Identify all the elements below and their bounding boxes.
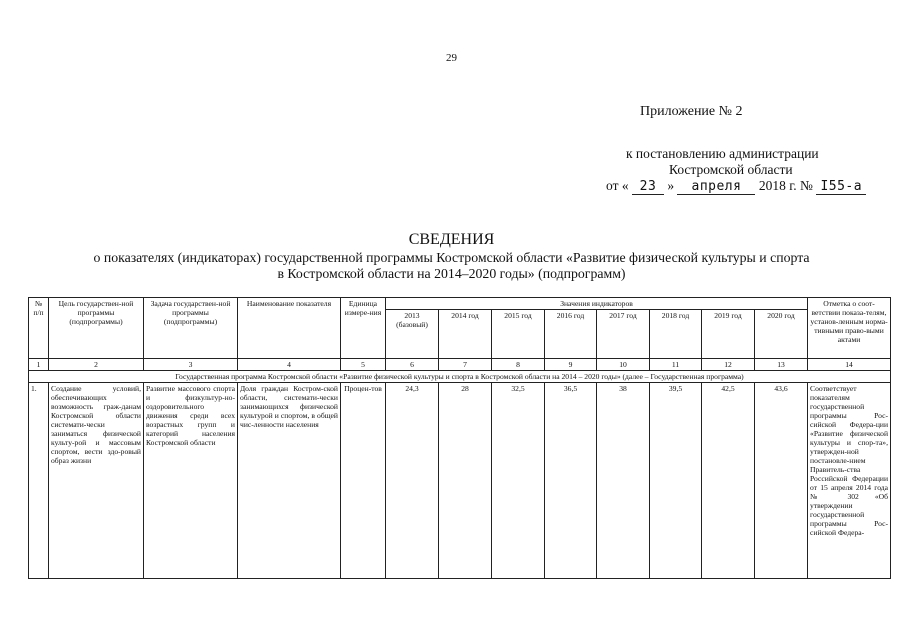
- header-year: 2018 год: [650, 310, 702, 359]
- header-task: Задача государствен-ной программы (подпрограммы): [144, 298, 238, 359]
- column-number: 7: [439, 359, 492, 371]
- column-number: 2: [49, 359, 144, 371]
- row-task: Развитие массового спорта и физкультур-но-оздоровительного движения среди всех возрастных групп и категорий населения Костромской области: [144, 383, 238, 579]
- row-unit: Процен-тов: [341, 383, 386, 579]
- column-number: 6: [386, 359, 439, 371]
- indicators-table: [28, 297, 891, 579]
- header-values-group: Значения индикаторов: [386, 298, 808, 310]
- row-goal: Создание условий, обеспечивающих возможность граж-данам Костромской области системати-чески заниматься физической культу-рой и массовым спортом, вести здо-ровый образ жизни: [49, 383, 144, 579]
- header-num: № п/п: [29, 298, 49, 359]
- section-title-row: Государственная программа Костромской области «Развитие физической культуры и спорта в Костромской области на 2014 – 2020 годы» (далее – Государственная программа): [29, 371, 891, 383]
- column-number: 1: [29, 359, 49, 371]
- column-number: 4: [238, 359, 341, 371]
- header-indicator: Наименование показателя: [238, 298, 341, 359]
- decree-number: I55-а: [816, 180, 866, 195]
- header-year: 2019 год: [702, 310, 755, 359]
- column-number: 11: [650, 359, 702, 371]
- decree-line2: Костромской области: [669, 162, 793, 177]
- appendix-label: Приложение № 2: [640, 104, 743, 119]
- header-year: 2015 год: [492, 310, 545, 359]
- column-number: 13: [755, 359, 808, 371]
- page-number: 29: [446, 52, 457, 64]
- decree-line1: к постановлению администрации: [626, 146, 819, 161]
- column-number: 10: [597, 359, 650, 371]
- decree-year: 2018 г. №: [758, 178, 813, 193]
- row-value: 36,5: [545, 383, 597, 579]
- header-year: 2020 год: [755, 310, 808, 359]
- document-title: СВЕДЕНИЯ: [408, 231, 495, 248]
- header-year: 2014 год: [439, 310, 492, 359]
- column-number: 14: [808, 359, 891, 371]
- row-value: 24,3: [386, 383, 439, 579]
- row-value: 42,5: [702, 383, 755, 579]
- row-value: 28: [439, 383, 492, 579]
- header-unit: Единица измере-ния: [341, 298, 386, 359]
- decree-date-line: [606, 178, 866, 195]
- decree-mid: »: [667, 178, 675, 193]
- column-number: 12: [702, 359, 755, 371]
- row-value: 38: [597, 383, 650, 579]
- row-value: 39,5: [650, 383, 702, 579]
- header-goal: Цель государствен-ной программы (подпрограммы): [49, 298, 144, 359]
- document-subtitle-line2: в Костромской области на 2014–2020 годы» (подпрограмм): [277, 266, 626, 281]
- row-num: 1.: [29, 383, 49, 579]
- column-number: 8: [492, 359, 545, 371]
- column-number: 5: [341, 359, 386, 371]
- header-year: 2013 (базовый): [386, 310, 439, 359]
- table-row: [29, 383, 891, 579]
- column-number: 3: [144, 359, 238, 371]
- decree-month: апреля: [677, 180, 755, 195]
- decree-from-prefix: от «: [606, 178, 629, 193]
- header-note: Отметка о соот-ветствии показа-телям, установ-ленным норма-тивными право-выми актами: [808, 298, 891, 359]
- decree-day: 23: [632, 180, 664, 195]
- document-subtitle-line1: о показателях (индикаторах) государственной программы Костромской области «Развитие физической культуры и спорта: [93, 250, 810, 265]
- row-value: 32,5: [492, 383, 545, 579]
- header-year: 2017 год: [597, 310, 650, 359]
- column-number: 9: [545, 359, 597, 371]
- row-note: Соответствует показателям государственной программы Рос-сийской Федера-ции «Развитие физической культуры и спор-та», утвержден-ной постановле-нием Правитель-ства Российской Федерации от 15 апреля 2014 года № 302 «Об утверждении государственной программы Рос-сийской Федера-: [808, 383, 891, 579]
- row-value: 43,6: [755, 383, 808, 579]
- row-indicator: Доля граждан Костром-ской области, системати-чески занимающихся физической культурой и спортом, в общей чис-ленности населения: [238, 383, 341, 579]
- header-year: 2016 год: [545, 310, 597, 359]
